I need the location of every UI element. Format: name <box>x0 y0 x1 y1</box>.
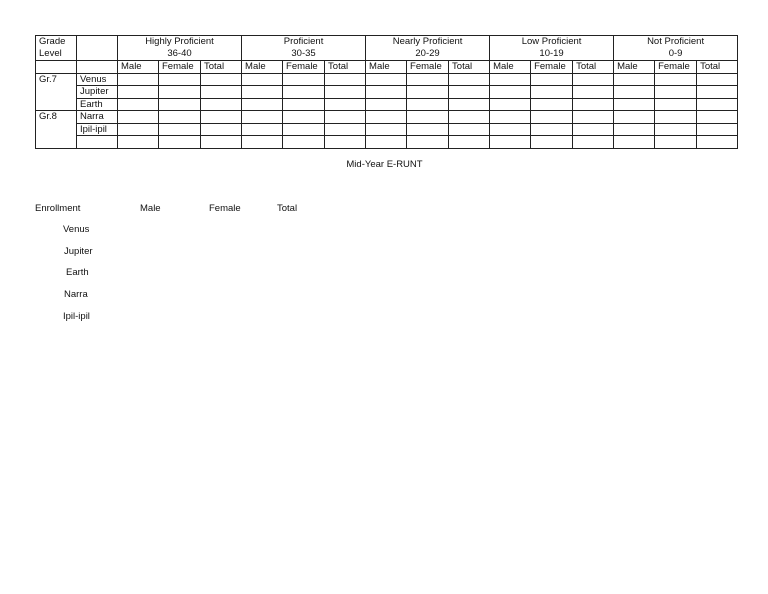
sub-header-blank <box>36 61 77 74</box>
empty-cell <box>325 136 366 149</box>
table-row <box>36 136 738 149</box>
empty-cell <box>242 136 283 149</box>
empty-cell <box>490 136 531 149</box>
empty-cell <box>449 123 490 136</box>
enrollment-section: Earth <box>66 267 89 278</box>
empty-cell <box>655 86 697 99</box>
empty-cell <box>655 73 697 86</box>
empty-cell <box>159 86 201 99</box>
empty-cell <box>201 73 242 86</box>
empty-cell <box>573 111 614 124</box>
empty-cell <box>573 86 614 99</box>
enrollment-title: Enrollment <box>35 203 81 214</box>
enrollment-section: Narra <box>64 289 88 300</box>
category-name: Nearly Proficient <box>392 36 463 47</box>
empty-cell <box>283 86 325 99</box>
empty-cell <box>325 123 366 136</box>
empty-cell <box>531 73 573 86</box>
empty-cell <box>614 136 655 149</box>
section-label: Jupiter <box>77 86 118 99</box>
section-label: Ipil-ipil <box>77 123 118 136</box>
empty-cell <box>201 123 242 136</box>
empty-cell <box>283 73 325 86</box>
grade-label: Gr.8 <box>36 111 77 149</box>
empty-cell <box>614 98 655 111</box>
enrollment-section: Jupiter <box>64 246 93 257</box>
category-name: Proficient <box>283 36 324 47</box>
empty-cell <box>201 98 242 111</box>
sub-header-male: Male <box>242 61 283 74</box>
empty-cell <box>201 111 242 124</box>
empty-cell <box>531 86 573 99</box>
sub-header-female: Female <box>283 61 325 74</box>
category-name: Low Proficient <box>521 36 582 47</box>
category-range: 20-29 <box>415 48 440 59</box>
category-range: 36-40 <box>167 48 192 59</box>
category-name: Not Proficient <box>647 36 705 47</box>
empty-cell <box>531 123 573 136</box>
empty-cell <box>366 86 407 99</box>
category-name: Highly Proficient <box>145 36 214 47</box>
empty-cell <box>159 111 201 124</box>
table-row <box>36 98 738 111</box>
empty-cell <box>449 111 490 124</box>
enrollment-section: Venus <box>63 224 90 235</box>
empty-cell <box>407 98 449 111</box>
empty-cell <box>697 73 738 86</box>
sub-header-total: Total <box>573 61 614 74</box>
sub-header-total: Total <box>449 61 490 74</box>
empty-cell <box>283 136 325 149</box>
empty-cell <box>159 123 201 136</box>
category-header <box>490 36 614 61</box>
grade-rows <box>36 73 738 148</box>
empty-cell <box>490 98 531 111</box>
empty-cell <box>325 86 366 99</box>
section-label: Narra <box>77 111 118 124</box>
empty-cell <box>159 136 201 149</box>
empty-cell <box>655 111 697 124</box>
empty-cell <box>531 136 573 149</box>
category-header <box>242 36 366 61</box>
table-caption: Mid-Year E-RUNT <box>346 159 423 170</box>
empty-cell <box>325 73 366 86</box>
empty-cell <box>118 136 159 149</box>
empty-cell <box>407 86 449 99</box>
empty-cell <box>449 98 490 111</box>
empty-cell <box>242 123 283 136</box>
empty-cell <box>490 123 531 136</box>
category-header <box>366 36 490 61</box>
sub-header-total: Total <box>201 61 242 74</box>
empty-cell <box>614 73 655 86</box>
empty-cell <box>449 73 490 86</box>
enrollment-total-header: Total <box>277 203 298 214</box>
empty-cell <box>118 123 159 136</box>
empty-cell <box>614 86 655 99</box>
category-header <box>614 36 738 61</box>
empty-cell <box>242 73 283 86</box>
sub-header-male: Male <box>118 61 159 74</box>
empty-cell <box>242 111 283 124</box>
sub-header-female: Female <box>159 61 201 74</box>
empty-cell <box>366 98 407 111</box>
empty-cell <box>655 98 697 111</box>
empty-cell <box>407 73 449 86</box>
empty-cell <box>283 123 325 136</box>
empty-cell <box>118 86 159 99</box>
sub-header-male: Male <box>614 61 655 74</box>
category-range: 0-9 <box>668 48 683 59</box>
empty-cell <box>201 136 242 149</box>
category-range: 30-35 <box>291 48 316 59</box>
empty-cell <box>490 86 531 99</box>
empty-cell <box>655 123 697 136</box>
empty-cell <box>201 86 242 99</box>
category-header <box>118 36 242 61</box>
empty-cell <box>242 86 283 99</box>
empty-cell <box>325 98 366 111</box>
sub-header-female: Female <box>407 61 449 74</box>
empty-cell <box>697 123 738 136</box>
empty-cell <box>614 123 655 136</box>
empty-cell <box>697 98 738 111</box>
section-label <box>77 136 118 149</box>
sub-header-female: Female <box>655 61 697 74</box>
empty-cell <box>366 73 407 86</box>
empty-cell <box>697 136 738 149</box>
empty-cell <box>573 136 614 149</box>
sub-header-blank <box>77 61 118 74</box>
empty-cell <box>531 111 573 124</box>
empty-cell <box>697 111 738 124</box>
empty-cell <box>366 111 407 124</box>
proficiency-table <box>35 35 738 149</box>
empty-cell <box>490 73 531 86</box>
enrollment-female-header: Female <box>209 203 241 214</box>
table-row <box>36 123 738 136</box>
table-row <box>36 73 738 86</box>
sub-header-male: Male <box>490 61 531 74</box>
empty-cell <box>283 111 325 124</box>
empty-cell <box>449 86 490 99</box>
sub-header-male: Male <box>366 61 407 74</box>
empty-cell <box>283 98 325 111</box>
empty-cell <box>159 98 201 111</box>
empty-cell <box>655 136 697 149</box>
empty-cell <box>366 123 407 136</box>
section-label: Venus <box>77 73 118 86</box>
table-row <box>36 111 738 124</box>
empty-cell <box>407 111 449 124</box>
empty-cell <box>573 73 614 86</box>
enrollment-male-header: Male <box>140 203 161 214</box>
table-row <box>36 86 738 99</box>
empty-cell <box>159 73 201 86</box>
section-header-blank <box>77 36 118 61</box>
grade-level-header: Grade Level <box>36 36 77 61</box>
sub-header-female: Female <box>531 61 573 74</box>
empty-cell <box>407 136 449 149</box>
empty-cell <box>449 136 490 149</box>
empty-cell <box>697 86 738 99</box>
sub-header-total: Total <box>697 61 738 74</box>
empty-cell <box>366 136 407 149</box>
empty-cell <box>407 123 449 136</box>
category-range: 10-19 <box>539 48 564 59</box>
empty-cell <box>614 111 655 124</box>
section-label: Earth <box>77 98 118 111</box>
empty-cell <box>573 98 614 111</box>
empty-cell <box>118 98 159 111</box>
empty-cell <box>118 73 159 86</box>
empty-cell <box>118 111 159 124</box>
empty-cell <box>531 98 573 111</box>
grade-label: Gr.7 <box>36 73 77 111</box>
header-row-categories <box>36 36 738 61</box>
empty-cell <box>242 98 283 111</box>
header-row-sub <box>36 61 738 74</box>
empty-cell <box>325 111 366 124</box>
empty-cell <box>490 111 531 124</box>
sub-header-total: Total <box>325 61 366 74</box>
empty-cell <box>573 123 614 136</box>
enrollment-section: Ipil-ipil <box>63 311 90 322</box>
